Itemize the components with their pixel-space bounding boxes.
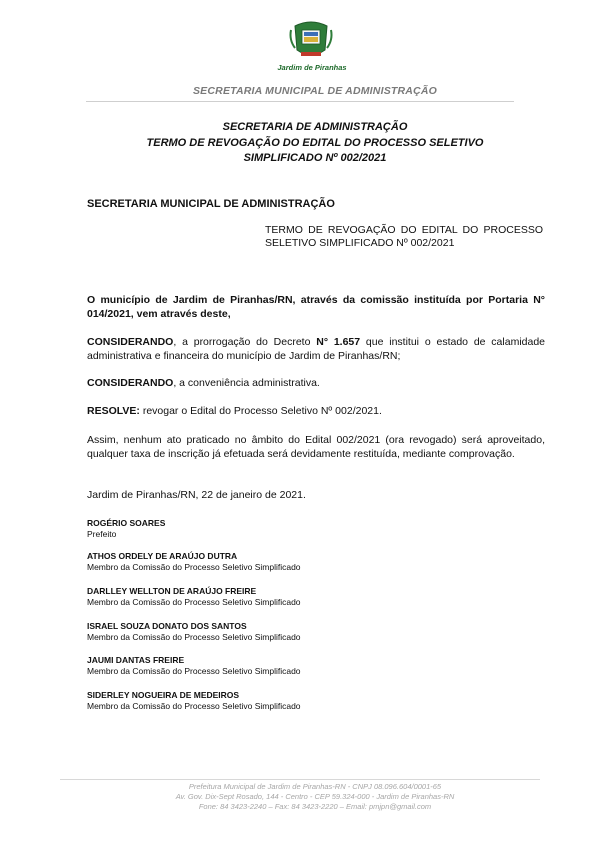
section-heading: SECRETARIA MUNICIPAL DE ADMINISTRAÇÃO [87, 198, 335, 210]
document-title-line-1: SECRETARIA DE ADMINISTRAÇÃO [222, 121, 408, 133]
signatory-name: ATHOS ORDELY DE ARAÚJO DUTRA [87, 551, 238, 561]
decreto-number: N° 1.657 [316, 336, 361, 348]
considerando-text-a: , a prorrogação do Decreto [173, 336, 317, 348]
resolve-paragraph [87, 405, 545, 419]
considerando-label: CONSIDERANDO [87, 336, 174, 348]
signature-block [87, 551, 487, 573]
place-and-date: Jardim de Piranhas/RN, 22 de janeiro de 2021. [87, 489, 306, 501]
signature-block [87, 621, 487, 643]
signature-block [87, 586, 487, 608]
signatory-name: ISRAEL SOUZA DONATO DOS SANTOS [87, 621, 247, 631]
assim-paragraph: Assim, nenhum ato praticado no âmbito do Edital 002/2021 (ora revogado) será aproveitado, qualquer taxa de inscrição já efetuada será devidamente restituída, mediante comprovação. [87, 434, 545, 460]
header-department: SECRETARIA MUNICIPAL DE ADMINISTRAÇÃO [192, 85, 438, 97]
footer-line-3: Fone: 84 3423-2240 – Fax: 84 3423-2220 – Email: pmjpn@gmail.com [198, 802, 432, 811]
footer-line-2: Av. Gov. Dix-Sept Rosado, 144 - Centro - CEP 59.324-000 - Jardim de Piranhas-RN [175, 792, 455, 801]
signatory-name: JAUMI DANTAS FREIRE [87, 655, 185, 665]
signatory-name: SIDERLEY NOGUEIRA DE MEDEIROS [87, 690, 240, 700]
considerando-paragraph-2 [87, 377, 545, 391]
signatory-role: Membro da Comissão do Processo Seletivo Simplificado [87, 666, 301, 676]
signatory-role: Prefeito [87, 529, 117, 539]
resolve-label: RESOLVE: [87, 405, 140, 417]
municipal-coat-of-arms-logo [287, 20, 335, 62]
logo-caption: Jardim de Piranhas [277, 63, 347, 72]
considerando-text-b: que institui o estado de calamidade administrativa e financeira do município de Jardim de Piranhas/RN; [87, 336, 546, 362]
signatory-role: Membro da Comissão do Processo Seletivo Simplificado [87, 632, 301, 642]
document-title-line-2: TERMO DE REVOGAÇÃO DO EDITAL DO PROCESSO SELETIVO [146, 137, 484, 149]
signatory-role: Membro da Comissão do Processo Seletivo Simplificado [87, 562, 301, 572]
signature-block [87, 690, 487, 712]
footer-divider [60, 779, 540, 780]
signatory-role: Membro da Comissão do Processo Seletivo Simplificado [87, 701, 301, 711]
ementa: TERMO DE REVOGAÇÃO DO EDITAL DO PROCESSO SELETIVO SIMPLIFICADO Nº 002/2021 [265, 224, 543, 249]
signature-block [87, 655, 487, 677]
resolve-text: revogar o Edital do Processo Seletivo Nº 002/2021. [139, 405, 382, 417]
footer-line-1: Prefeitura Municipal de Jardim de Piranhas-RN - CNPJ 08.096.604/0001-65 [188, 782, 442, 791]
signature-block [87, 518, 487, 540]
document-title-line-3: SIMPLIFICADO Nº 002/2021 [243, 152, 387, 164]
header-divider [86, 101, 514, 102]
signatory-name: ROGÉRIO SOARES [87, 518, 166, 528]
signatory-name: DARLLEY WELLTON DE ARAÚJO FREIRE [87, 586, 257, 596]
intro-paragraph: O município de Jardim de Piranhas/RN, através da comissão instituída por Portaria N° 014/2021, vem através deste, [87, 294, 545, 320]
considerando-paragraph-1 [87, 336, 545, 363]
considerando-label: CONSIDERANDO [87, 377, 174, 389]
considerando-text: , a conveniência administrativa. [173, 377, 320, 389]
signatory-role: Membro da Comissão do Processo Seletivo Simplificado [87, 597, 301, 607]
